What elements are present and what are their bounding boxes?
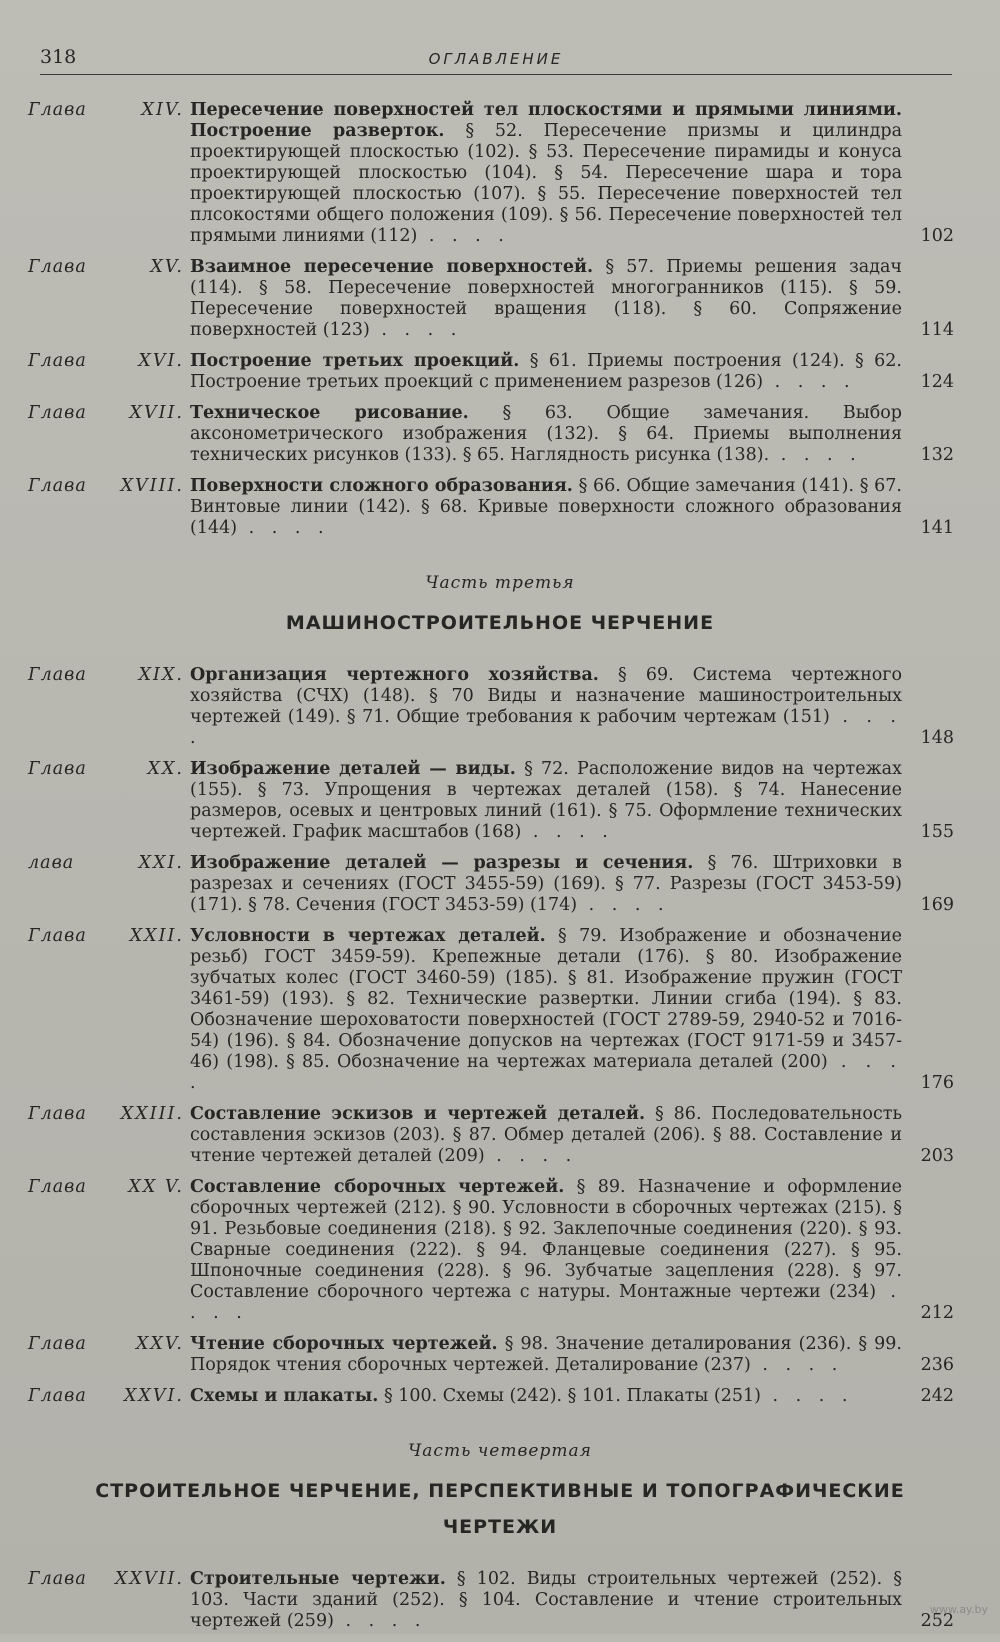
chapter-title: Взаимное пересечение поверхностей. (190, 257, 594, 277)
chapter-sections: § 52. Пересечение призмы и цилиндра проектирующей плоскостью (102). § 53. Пересечение пирамиды и конуса проектирующей плоскостью (104). § 54. Пересечение шара и тора проектирующей плоскостью (107). § 55. Пересечение поверхностей тел плсокостями общего положения (109). § 56. Пересечение поверхностей тел прямыми линиями (112) (190, 121, 902, 246)
chapter-sections: § 76. Штриховки в разрезах и сечениях (ГОСТ 3455-59) (169). § 77. Разрезы (ГОСТ 3453-59) (171). § 78. Сечения (ГОСТ 3453-59) (174) (190, 853, 903, 915)
chapter-contents (190, 1177, 902, 1324)
chapter-title: Схемы и плакаты. (190, 1386, 379, 1406)
leader-dots: . . . . (763, 372, 856, 392)
page-number: 318 (40, 46, 77, 68)
chapter-contents (190, 351, 902, 393)
chapter-contents (190, 759, 902, 843)
chapter-number: XIV. (141, 100, 184, 120)
chapter-word: Глава (28, 759, 87, 779)
leader-dots: . . . . (333, 1611, 427, 1631)
page-ref: 148 (920, 728, 954, 748)
toc-entry (0, 1177, 1000, 1324)
leader-dots: . . . . (769, 445, 862, 465)
page-ref: 141 (920, 518, 954, 538)
chapter-number: XVI. (138, 351, 184, 371)
chapter-sections: § 100. Схемы (242). § 101. Плакаты (251) (383, 1386, 761, 1406)
chapter-label (0, 926, 190, 947)
page-ref: 124 (920, 372, 954, 392)
chapter-title: Составление эскизов и чертежей деталей. (190, 1104, 646, 1124)
chapter-sections: § 89. Назначение и оформление сборочных чертежей (212). § 90. Условности в сборочных чертежах (215). § 91. Резьбовые соединения (218). § 92. Заклепочные соединения (220). § 93. Сварные соединения (222). § 94. Фланцевые соединения (227). § 95. Шпоночные соединения (228). § 96. Зубчатые зацепления (228). § 97. Составление сборочного чертежа с натуры. Монтажные чертежи (234) (190, 1177, 902, 1302)
chapter-sections: § 63. Общие замечания. Выбор аксонометрического изображения (132). § 64. Приемы выполнения технических рисунков (133). § 65. Наглядность рисунка (138). (190, 403, 902, 465)
chapter-word: Глава (28, 665, 87, 685)
chapter-word: Глава (28, 476, 87, 496)
chapter-number: XXI. (138, 853, 184, 873)
leader-dots: . . . . (237, 518, 330, 538)
chapter-label (0, 1177, 190, 1198)
chapter-label (0, 100, 190, 121)
chapter-label (0, 403, 190, 424)
chapter-contents (190, 1334, 902, 1376)
chapter-contents (190, 1569, 902, 1632)
chapter-sections: § 79. Изображение и обозначение резьб) ГОСТ 3459-59). Крепежные детали (176). § 80. Изображение зубчатых колес (ГОСТ 3460-59) (185). § 81. Изображение пружин (ГОСТ 3461-59) (193). § 82. Технические развертки. Линии сгиба (194). § 83. Обозначение шероховатости поверхностей (ГОСТ 2789-59, 2940-52 и 7016-54) (196). § 84. Обозначение допусков на чертежах (ГОСТ 9171-59 и 3457-46) (198). § 85. Обозначение на чертежах материала деталей (200) (190, 926, 902, 1072)
chapter-contents (190, 1386, 902, 1407)
chapter-word: Глава (28, 1177, 87, 1197)
toc-entry (0, 100, 1000, 247)
chapter-word: Глава (28, 100, 87, 120)
chapter-title: Пересечение поверхностей тел плоскостями и прямыми линиями. Построение разверток. (190, 100, 902, 141)
leader-dots: . . . . (190, 1052, 902, 1093)
table-of-contents (0, 100, 1000, 1642)
page-ref: 236 (920, 1355, 954, 1375)
chapter-label (0, 257, 190, 278)
toc-entry (0, 1386, 1000, 1407)
chapter-sections: § 61. Приемы построения (124). § 62. Построение третьих проекций с применением разрезов (126) (190, 351, 902, 392)
page-ref: 212 (920, 1303, 954, 1323)
chapter-number: XVII. (129, 403, 184, 423)
page-ref: 132 (920, 445, 954, 465)
toc-entry (0, 1104, 1000, 1167)
chapter-title: Организация чертежного хозяйства. (190, 665, 599, 685)
chapter-label (0, 1334, 190, 1355)
toc-entry (0, 1569, 1000, 1632)
chapter-sections: § 86. Последовательность составления эскизов (203). § 87. Обмер деталей (206). § 88. Составление и чтение чертежей деталей (209) (190, 1104, 902, 1166)
leader-dots: . . . . (484, 1146, 578, 1166)
chapter-number: XX. (147, 759, 184, 779)
page-header (40, 44, 952, 75)
chapter-sections: § 66. Общие замечания (141). § 67. Винтовые линии (142). § 68. Кривые поверхности сложного образования (144) (190, 476, 902, 538)
leader-dots: . . . . (190, 1282, 902, 1323)
page-ref: 114 (920, 320, 954, 340)
chapter-number: XXV. (135, 1334, 184, 1354)
chapter-word: Глава (28, 1569, 87, 1589)
part-title: СТРОИТЕЛЬНОЕ ЧЕРЧЕНИЕ, ПЕРСПЕКТИВНЫЕ И ТОПОГРАФИЧЕСКИЕ ЧЕРТЕЖИ (95, 1480, 905, 1538)
chapter-word: Глава (28, 351, 87, 371)
chapter-number: XV. (150, 257, 184, 277)
chapter-label (0, 476, 190, 497)
chapter-number: XIX. (138, 665, 184, 685)
leader-dots: . . . . (369, 320, 463, 340)
chapter-word: Глава (28, 403, 87, 423)
page-ref: 242 (920, 1386, 954, 1406)
chapter-title: Техническое рисование. (190, 403, 469, 423)
chapter-contents (190, 1104, 902, 1167)
chapter-title: Чтение сборочных чертежей. (190, 1334, 498, 1354)
page-ref: 155 (920, 822, 954, 842)
chapter-title: Строительные чертежи. (190, 1569, 446, 1589)
chapter-number: XXII. (129, 926, 184, 946)
toc-entry (0, 257, 1000, 341)
page-ref: 252 (920, 1611, 954, 1631)
chapter-label (0, 759, 190, 780)
leader-dots: . . . . (760, 1386, 854, 1406)
chapter-contents (190, 853, 902, 916)
toc-entry (0, 351, 1000, 393)
chapter-sections: § 98. Значение деталирования (236). § 99. Порядок чтения сборочных чертежей. Деталирование (237) (190, 1334, 902, 1375)
page-ref: 203 (920, 1146, 954, 1166)
chapter-contents (190, 100, 902, 247)
chapter-word: Глава (28, 1104, 87, 1124)
chapter-title: Составление сборочных чертежей. (190, 1177, 565, 1197)
toc-entry (0, 759, 1000, 843)
chapter-sections: § 69. Система чертежного хозяйства (СЧХ) (148). § 70 Виды и назначение машиностроительных чертежей (149). § 71. Общие требования к рабочим чертежам (151) (190, 665, 902, 727)
chapter-contents (190, 926, 902, 1094)
leader-dots: . . . . (417, 226, 510, 246)
running-head: ОГЛАВЛЕНИЕ (428, 50, 564, 68)
part-label: Часть четвертая (408, 1441, 592, 1461)
leader-dots: . . . . (577, 895, 670, 915)
chapter-contents (190, 403, 902, 466)
watermark: www.ay.by (929, 1603, 988, 1616)
chapter-title: Поверхности сложного образования. (190, 476, 573, 496)
chapter-label (0, 853, 190, 874)
chapter-label (0, 1569, 190, 1590)
chapter-sections: § 72. Расположение видов на чертежах (155). § 73. Упрощения в чертежах деталей (158). § 74. Нанесение размеров, осевых и центровых линий (161). § 75. Оформление технических чертежей. График масштабов (168) (190, 759, 902, 842)
chapter-number: XXIII. (120, 1104, 184, 1124)
chapter-contents (190, 665, 902, 749)
chapter-number: XVIII. (120, 476, 184, 496)
chapter-title: Построение третьих проекций. (190, 351, 520, 371)
part-title: МАШИНОСТРОИТЕЛЬНОЕ ЧЕРЧЕНИЕ (285, 612, 715, 634)
page-ref: 102 (920, 226, 954, 246)
chapter-contents (190, 257, 902, 341)
chapter-title: Изображение деталей — разрезы и сечения. (190, 853, 694, 873)
chapter-number: XXVII. (115, 1569, 184, 1589)
chapter-title: Условности в чертежах деталей. (190, 926, 546, 946)
chapter-label (0, 665, 190, 686)
chapter-label (0, 351, 190, 372)
chapter-word: Глава (28, 926, 87, 946)
toc-entry (0, 665, 1000, 749)
chapter-word: Глава (28, 1334, 87, 1354)
chapter-word: лава (28, 853, 75, 873)
chapter-word: Глава (28, 257, 87, 277)
part-label: Часть третья (425, 573, 575, 593)
chapter-number: XX V. (128, 1177, 184, 1197)
chapter-sections: § 102. Виды строительных чертежей (252). § 103. Части зданий (252). § 104. Составление и чтение строительных чертежей (259) (190, 1569, 902, 1631)
chapter-label (0, 1104, 190, 1125)
toc-entry (0, 476, 1000, 539)
chapter-word: Глава (28, 1386, 87, 1406)
leader-dots: . . . . (750, 1355, 844, 1375)
chapter-title: Изображение деталей — виды. (190, 759, 516, 779)
page-ref: 169 (920, 895, 954, 915)
chapter-number: XXVI. (123, 1386, 184, 1406)
chapter-contents (190, 476, 902, 539)
chapter-label (0, 1386, 190, 1407)
toc-entry (0, 403, 1000, 466)
chapter-sections: § 57. Приемы решения задач (114). § 58. Пересечение поверхностей многогранников (115). § 59. Пересечение поверхностей вращения (118). § 60. Сопряжение поверхностей (123) (190, 257, 902, 340)
leader-dots: . . . . (190, 707, 902, 748)
page-ref: 176 (920, 1073, 954, 1093)
toc-entry (0, 1334, 1000, 1376)
toc-entry (0, 853, 1000, 916)
leader-dots: . . . . (521, 822, 614, 842)
toc-entry (0, 926, 1000, 1094)
